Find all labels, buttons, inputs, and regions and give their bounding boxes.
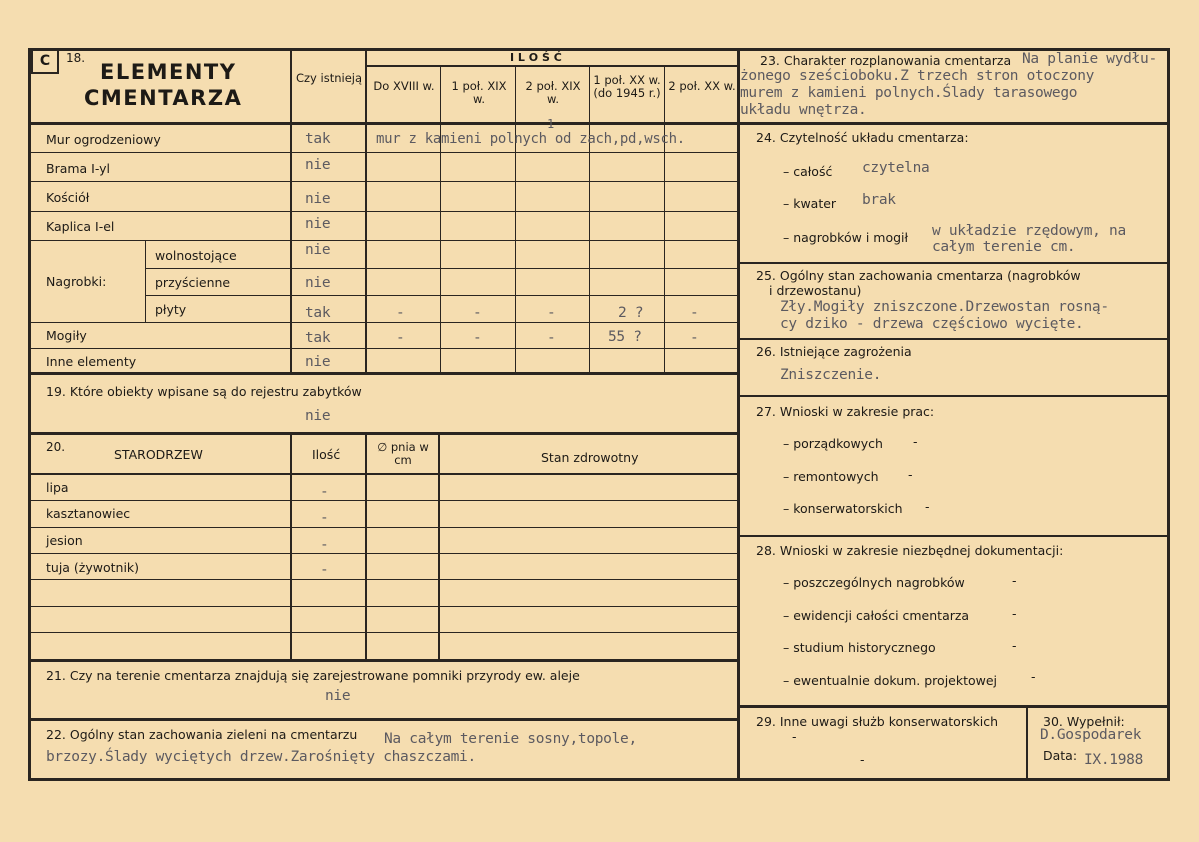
- sec19-bottom: [28, 432, 738, 435]
- row-line-8: [31, 348, 737, 349]
- sec28-item-2-value: -: [1012, 638, 1017, 653]
- tree-name-0: lipa: [46, 480, 69, 495]
- sec20-row-line-2: [31, 527, 737, 528]
- tree-name-1: kasztanowiec: [46, 506, 131, 521]
- sec24-kwater-label: – kwater: [783, 196, 837, 211]
- value-mogily: tak: [305, 330, 331, 346]
- value-plyty: tak: [305, 305, 331, 321]
- sec22-line2: brzozy.Ślady wyciętych drzew.Zarośnięty chaszczami.: [46, 749, 476, 765]
- frame-bottom: [28, 778, 1170, 781]
- sec26-label: 26. Istniejące zagrożenia: [756, 344, 912, 359]
- sec29-value1: -: [792, 729, 797, 744]
- row-label-inne: Inne elementy: [46, 354, 137, 369]
- sec20-col-stan: Stan zdrowotny: [541, 450, 639, 465]
- value-brama: nie: [305, 157, 331, 173]
- sec27-label: 27. Wnioski w zakresie prac:: [756, 404, 935, 419]
- sec21-bottom: [28, 718, 738, 721]
- sec26-value: Zniszczenie.: [780, 367, 882, 383]
- value-plyty-3: 2 ?: [618, 305, 644, 321]
- value-plyty-4: -: [690, 305, 699, 321]
- row-label-brama: Brama I-yl: [46, 161, 111, 176]
- value-mogily-4: -: [690, 330, 699, 346]
- sec28-item-2-label: – studium historycznego: [783, 640, 936, 655]
- row-line-2: [31, 181, 737, 182]
- section-letter-box: C: [31, 48, 59, 74]
- sec29-label: 29. Inne uwagi służb konserwatorskich: [756, 714, 998, 729]
- sec22-line1: Na całym terenie sosny,topole,: [384, 731, 637, 747]
- tree-count-2: -: [320, 537, 329, 553]
- sec28-bottom: [737, 705, 1170, 708]
- tree-count-3: -: [320, 562, 329, 578]
- col-header-exists: Czy istnieją: [295, 71, 363, 85]
- sec23-line4: układu wnętrza.: [740, 102, 867, 118]
- row-label-mogily: Mogiły: [46, 328, 87, 343]
- sec24-kwater-value: brak: [862, 192, 896, 208]
- sec18-number: 18.: [66, 51, 86, 65]
- value-kosciol: nie: [305, 191, 331, 207]
- col-line-1: [365, 48, 367, 372]
- value-mur-mark: 1: [547, 117, 554, 131]
- sec20-col-line-2: [365, 432, 367, 660]
- sec28-item-0-value: -: [1012, 573, 1017, 588]
- row-line-3: [31, 211, 737, 212]
- sec25-line1: Zły.Mogiły zniszczone.Drzewostan rosną-: [780, 299, 1109, 315]
- value-przyscienne: nie: [305, 275, 331, 291]
- frame-right: [1167, 48, 1170, 781]
- sec27-item-1-value: -: [908, 467, 913, 482]
- col-line-2: [440, 66, 441, 372]
- value-plyty-2: -: [547, 305, 556, 321]
- value-inne: nie: [305, 354, 331, 370]
- col-line-3: [515, 66, 516, 372]
- row-label-wolnostojace: wolnostojące: [155, 248, 237, 263]
- tree-name-2: jesion: [46, 533, 83, 548]
- sec27-item-2-value: -: [925, 499, 930, 514]
- sec29-value2: -: [860, 752, 865, 767]
- sec30-label: 30. Wypełnił:: [1043, 714, 1125, 729]
- value-plyty-0: -: [396, 305, 405, 321]
- sec24-nagr-label: – nagrobków i mogił: [783, 230, 909, 245]
- sec20-header-bottom: [28, 473, 738, 475]
- frame-top: [28, 48, 1170, 51]
- col-line-exists: [290, 48, 292, 372]
- value-mogily-1: -: [473, 330, 482, 346]
- sec28-label: 28. Wnioski w zakresie niezbędnej dokumentacji:: [756, 543, 1064, 558]
- col-header-3: 1 poł. XX w. (do 1945 r.): [593, 73, 661, 100]
- col-header-4: 2 poł. XX w.: [668, 79, 736, 93]
- value-mogily-2: -: [547, 330, 556, 346]
- sec21-value: nie: [325, 688, 351, 704]
- sec20-row-line-5: [31, 606, 737, 607]
- nagrobki-divider: [145, 240, 146, 322]
- sec20-row-line-6: [31, 632, 737, 633]
- col-line-4: [589, 66, 590, 372]
- value-mogily-3: 55 ?: [608, 329, 642, 345]
- sec25-line2: cy dziko - drzewa częściowo wycięte.: [780, 316, 1084, 332]
- value-wolnostojace: nie: [305, 242, 331, 258]
- sec27-item-1-label: – remontowych: [783, 469, 879, 484]
- ilosc-header-line: [365, 65, 737, 67]
- sec28-item-3-value: -: [1031, 669, 1036, 684]
- sec23-line2: żonego sześcioboku.Z trzech stron otoczony: [740, 68, 1095, 84]
- sec30-date-label: Data:: [1043, 748, 1078, 763]
- sec20-col-line-1: [290, 432, 292, 660]
- sec25-label-line2: i drzewostanu): [769, 283, 862, 298]
- sec19-value: nie: [305, 408, 331, 424]
- sec20-title: STARODRZEW: [114, 447, 203, 462]
- sec24-calosc-value: czytelna: [862, 160, 930, 176]
- value-mogily-0: -: [396, 330, 405, 346]
- col-line-5: [664, 66, 665, 372]
- sec18-title-line2: CMENTARZA: [84, 86, 243, 110]
- center-divider: [737, 48, 740, 781]
- row-line-4: [31, 240, 737, 241]
- tree-count-0: -: [320, 484, 329, 500]
- sec20-col-ilosc: Ilość: [312, 447, 341, 462]
- sec27-item-0-label: – porządkowych: [783, 436, 883, 451]
- value-mur: tak: [305, 131, 331, 147]
- sec20-bottom: [28, 659, 738, 662]
- row-line-6: [145, 295, 737, 296]
- sec21-label: 21. Czy na terenie cmentarza znajdują się zarejestrowane pomniki przyrody ew. aleje: [46, 668, 580, 683]
- sec20-number: 20.: [46, 440, 66, 454]
- sec20-row-line-1: [31, 500, 737, 501]
- row-label-przyscienne: przyścienne: [155, 275, 231, 290]
- row-label-plyty: płyty: [155, 302, 187, 317]
- sec23-label: 23. Charakter rozplanowania cmentarza: [760, 53, 1012, 68]
- sec24-calosc-label: – całość: [783, 164, 833, 179]
- sec20-row-line-4: [31, 579, 737, 580]
- sec20-row-line-3: [31, 553, 737, 554]
- tree-count-1: -: [320, 510, 329, 526]
- sec28-item-1-value: -: [1012, 606, 1017, 621]
- sec26-bottom: [737, 395, 1170, 397]
- row-label-mur: Mur ogrodzeniowy: [46, 132, 161, 147]
- col-header-1: 1 poł. XIX w.: [451, 79, 507, 106]
- value-plyty-1: -: [473, 305, 482, 321]
- row-line-7: [31, 322, 737, 323]
- sec25-bottom: [737, 338, 1170, 340]
- row-line-5: [145, 268, 737, 269]
- sec30-name: D.Gospodarek: [1040, 727, 1142, 743]
- value-mur-note: mur z kamieni polnych od zach,pd,wsch.: [376, 131, 685, 147]
- sec18-title-line1: ELEMENTY: [100, 60, 237, 84]
- row-label-nagrobki: Nagrobki:: [46, 274, 107, 289]
- sec24-nagr-line1: w układzie rzędowym, na: [932, 223, 1126, 239]
- sec30-date: IX.1988: [1084, 752, 1144, 768]
- sec23-bottom: [737, 122, 1170, 125]
- row-label-kosciol: Kościół: [46, 190, 90, 205]
- sec23-line1: Na planie wydłu-: [1022, 51, 1157, 67]
- sec22-label: 22. Ogólny stan zachowania zieleni na cmentarzu: [46, 727, 358, 742]
- sec28-item-3-label: – ewentualnie dokum. projektowej: [783, 673, 998, 688]
- sec28-item-1-label: – ewidencji całości cmentarza: [783, 608, 970, 623]
- frame-left: [28, 48, 31, 781]
- sec24-nagr-line2: całym terenie cm.: [932, 239, 1076, 255]
- sec18-header-bottom: [28, 122, 738, 125]
- sec27-item-0-value: -: [913, 434, 918, 449]
- col-header-2: 2 poł. XIX w.: [525, 79, 581, 106]
- sec28-item-0-label: – poszczególnych nagrobków: [783, 575, 965, 590]
- sec27-bottom: [737, 535, 1170, 537]
- row-line-1: [31, 152, 737, 153]
- sec25-label-line1: 25. Ogólny stan zachowania cmentarza (nagrobków: [756, 268, 1081, 283]
- row-label-kaplica: Kaplica I-el: [46, 219, 115, 234]
- sec24-label: 24. Czytelność układu cmentarza:: [756, 130, 969, 145]
- sec20-col-pnia: ∅ pnia w cm: [377, 440, 429, 467]
- sec29-30-divider: [1026, 705, 1028, 781]
- sec20-col-line-3: [438, 432, 440, 660]
- sec27-item-2-label: – konserwatorskich: [783, 501, 903, 516]
- value-kaplica: nie: [305, 216, 331, 232]
- sec24-bottom: [737, 262, 1170, 264]
- col-header-0: Do XVIII w.: [373, 79, 435, 93]
- tree-name-3: tuja (żywotnik): [46, 560, 140, 575]
- sec19-label: 19. Które obiekty wpisane są do rejestru zabytków: [46, 384, 362, 399]
- sec18-bottom: [28, 372, 738, 375]
- ilosc-header: I L O Ś Ć: [510, 51, 562, 64]
- sec23-line3: murem z kamieni polnych.Ślady tarasowego: [740, 85, 1078, 101]
